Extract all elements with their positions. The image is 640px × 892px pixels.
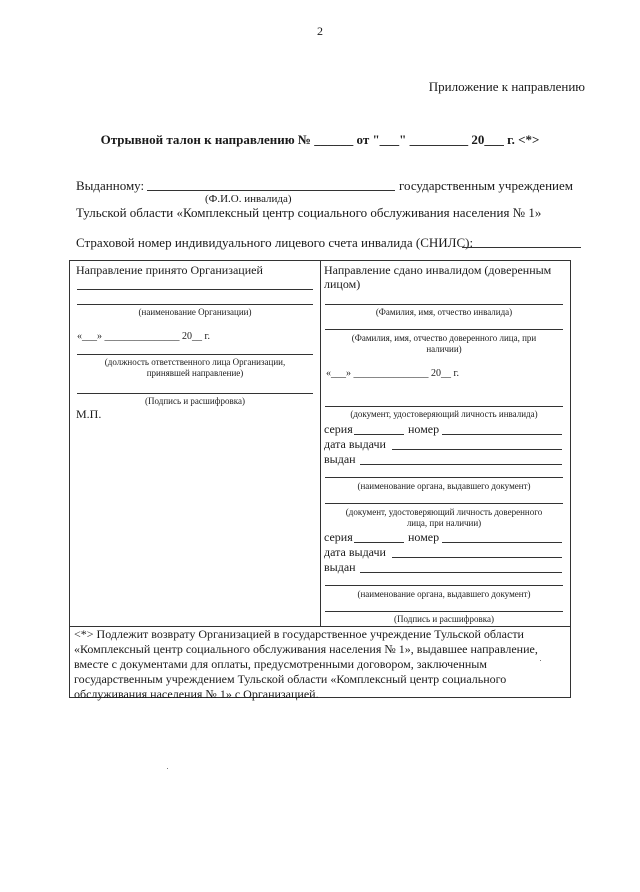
proxy-name-line[interactable] — [325, 329, 563, 330]
org-line-2[interactable] — [77, 304, 313, 305]
org-caption: (наименование Организации) — [138, 307, 252, 317]
issued-by-label-2: выдан — [324, 560, 356, 574]
issue-date-label: дата выдачи — [324, 437, 386, 451]
fio-caption: (Ф.И.О. инвалида) — [205, 193, 292, 205]
right-heading-2: лицом) — [324, 277, 361, 291]
issued-by-field-4[interactable] — [325, 585, 563, 586]
proxy-caption-1: (Фамилия, имя, отчество доверенного лица, при — [351, 333, 537, 343]
number-field-2[interactable] — [442, 542, 562, 543]
series-label: серия — [324, 422, 353, 436]
right-date[interactable]: «___» _______________ 20__ г. — [326, 368, 459, 379]
disabled-name-line[interactable] — [325, 304, 563, 305]
number-label: номер — [408, 422, 440, 436]
proxy-doc-line[interactable] — [325, 503, 563, 504]
issued-suffix: государственным учреждением — [399, 178, 573, 193]
fio-field[interactable] — [147, 190, 395, 191]
issued-institution: Тульской области «Комплексный центр социального обслуживания населения № 1» — [76, 205, 542, 220]
authority-caption: (наименование органа, выдавшего документ) — [357, 481, 531, 491]
proxy-caption-2: наличии) — [426, 344, 462, 354]
proxy-doc-caption-2: лица, при наличии) — [406, 518, 482, 528]
scan-speck — [167, 768, 168, 769]
right-heading-1: Направление сдано инвалидом (доверенным — [324, 263, 552, 277]
disabled-name-caption: (Фамилия, имя, отчество инвалида) — [375, 307, 513, 317]
org-line-1[interactable] — [77, 289, 313, 290]
issue-date-field-2[interactable] — [392, 557, 562, 558]
issue-date-field[interactable] — [392, 449, 562, 450]
position-caption-2: принявшей направление) — [146, 368, 244, 378]
issue-date-label-2: дата выдачи — [324, 545, 386, 559]
left-signature-line[interactable] — [77, 393, 313, 394]
position-line[interactable] — [77, 354, 313, 355]
authority-caption-2: (наименование органа, выдавшего документ) — [357, 589, 531, 599]
document-title: Отрывной талон к направлению № ______ от "___" _________ 20___ г. <*> — [100, 132, 540, 147]
left-date[interactable]: «___» _______________ 20__ г. — [77, 331, 210, 342]
snils-label: Страховой номер индивидуального лицевого счета инвалида (СНИЛС): — [76, 235, 474, 250]
left-signature-caption: (Подпись и расшифровка) — [145, 396, 245, 406]
series-label-2: серия — [324, 530, 353, 544]
number-label-2: номер — [408, 530, 440, 544]
right-signature-caption: (Подпись и расшифровка) — [394, 614, 494, 624]
column-divider — [320, 260, 321, 627]
left-heading: Направление принято Организацией — [76, 263, 263, 277]
position-caption-1: (должность ответственного лица Организации, — [104, 357, 286, 367]
issued-by-field[interactable] — [360, 464, 562, 465]
issued-label: Выданному: — [76, 178, 145, 193]
disabled-doc-line[interactable] — [325, 406, 563, 407]
stamp-mark: М.П. — [76, 407, 102, 421]
series-field[interactable] — [354, 434, 404, 435]
disabled-doc-caption: (документ, удостоверяющий личность инвалида) — [350, 409, 538, 419]
issued-by-field-3[interactable] — [360, 572, 562, 573]
number-field[interactable] — [442, 434, 562, 435]
scan-speck — [540, 660, 541, 661]
page-number: 2 — [317, 24, 323, 38]
appendix-caption: Приложение к направлению — [428, 79, 585, 94]
issued-by-label: выдан — [324, 452, 356, 466]
proxy-doc-caption-1: (документ, удостоверяющий личность доверенного — [345, 507, 543, 517]
snils-field[interactable] — [462, 247, 581, 248]
issued-by-field-2[interactable] — [325, 477, 563, 478]
series-field-2[interactable] — [354, 542, 404, 543]
footnote: <*> Подлежит возврату Организацией в государственное учреждение Тульской области «Комплексный центр социального обслуживания населения № 1», выдавшее направление, вместе с документами для оплаты, предусмотренными договором, заключенным государственным учреждением Тульской области «Комплексный центр социального обслуживания населения № 1» с Организацией. — [74, 627, 538, 701]
right-signature-line[interactable] — [325, 611, 563, 612]
